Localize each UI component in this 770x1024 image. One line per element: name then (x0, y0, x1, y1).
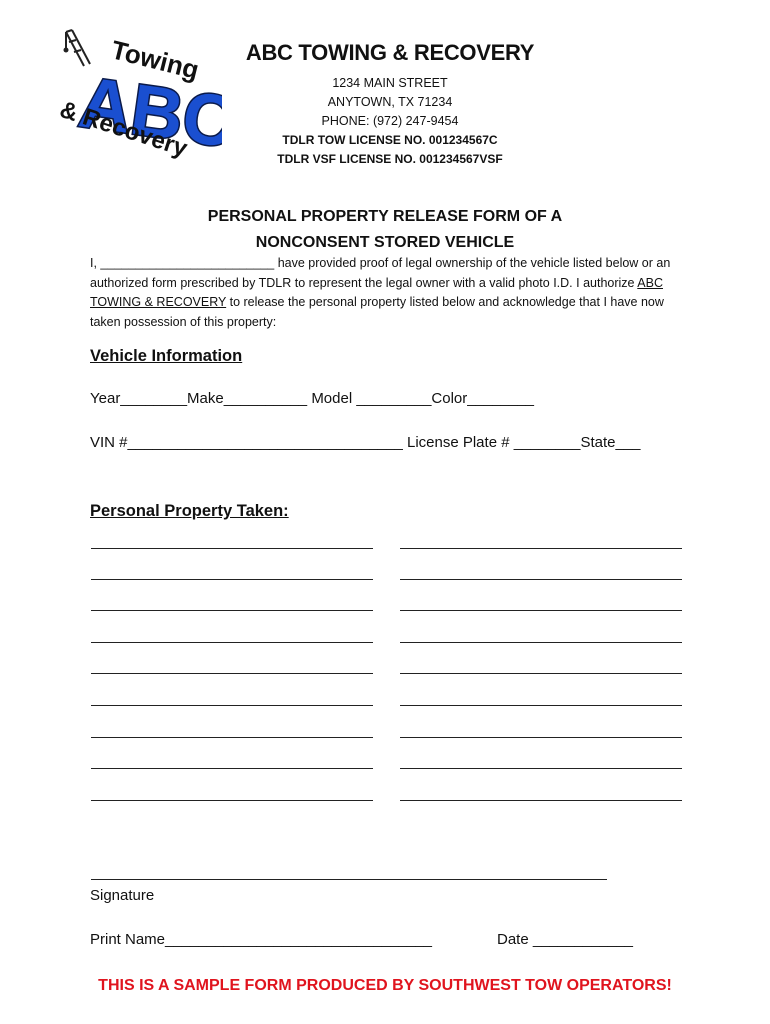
svg-text:Towing: Towing (108, 34, 203, 86)
signature-label: Signature (90, 887, 155, 904)
company-street: 1234 MAIN STREET (332, 76, 448, 90)
company-phone: PHONE: (972) 247-9454 (321, 114, 459, 128)
company-logo (52, 22, 222, 172)
svg-text:ABC: ABC (74, 62, 222, 164)
date-field[interactable]: Date ____________ (497, 931, 633, 948)
vehicle-info-heading: Vehicle Information (90, 347, 243, 365)
property-line[interactable] (91, 705, 373, 706)
property-line[interactable] (91, 737, 373, 738)
property-line[interactable] (400, 768, 682, 769)
form-title-line1: PERSONAL PROPERTY RELEASE FORM OF A (207, 208, 563, 225)
intro-end: to release the personal property listed below and acknowledge that I have now taken possession of this property: (90, 295, 664, 329)
property-line[interactable] (91, 610, 373, 611)
vehicle-row-year-make-model-color[interactable]: Year________Make__________ Model _________Color________ (90, 390, 535, 407)
form-title (90, 204, 680, 256)
tow-truck-logo-icon (52, 22, 222, 172)
property-line[interactable] (91, 548, 373, 549)
property-line[interactable] (91, 768, 373, 769)
property-line[interactable] (91, 642, 373, 643)
property-line[interactable] (91, 800, 373, 801)
company-header (240, 40, 540, 169)
property-line[interactable] (400, 548, 682, 549)
tow-license: TDLR TOW LICENSE NO. 001234567C (282, 133, 498, 147)
property-line[interactable] (91, 579, 373, 580)
form-title-line2: NONCONSENT STORED VEHICLE (255, 234, 515, 251)
intro-paragraph (90, 254, 690, 332)
print-name-field[interactable]: Print Name________________________________ (90, 931, 432, 948)
sample-form-notice: THIS IS A SAMPLE FORM PRODUCED BY SOUTHWEST TOW OPERATORS! (98, 977, 672, 994)
company-city: ANYTOWN, TX 71234 (327, 95, 453, 109)
intro-company: ABC TOWING & RECOVERY (90, 275, 663, 309)
svg-text:& Recovery: & Recovery (56, 96, 191, 163)
vsf-license: TDLR VSF LICENSE NO. 001234567VSF (277, 152, 503, 166)
property-line[interactable] (400, 800, 682, 801)
property-line[interactable] (400, 642, 682, 643)
property-line[interactable] (400, 673, 682, 674)
property-line[interactable] (400, 737, 682, 738)
property-line[interactable] (400, 610, 682, 611)
property-line[interactable] (91, 673, 373, 674)
property-line[interactable] (400, 579, 682, 580)
intro-start: I, _________________________ have provided proof of legal ownership of the vehicle listed below or an authorized form prescribed by TDLR to represent the legal owner with a valid photo I.D. I authorize (90, 256, 671, 290)
property-line[interactable] (400, 705, 682, 706)
vehicle-row-vin-plate-state[interactable]: VIN #_________________________________ License Plate # ________State___ (90, 434, 641, 451)
company-name: ABC TOWING & RECOVERY (245, 40, 535, 65)
personal-property-heading: Personal Property Taken: (90, 502, 289, 520)
signature-line[interactable] (91, 879, 607, 880)
